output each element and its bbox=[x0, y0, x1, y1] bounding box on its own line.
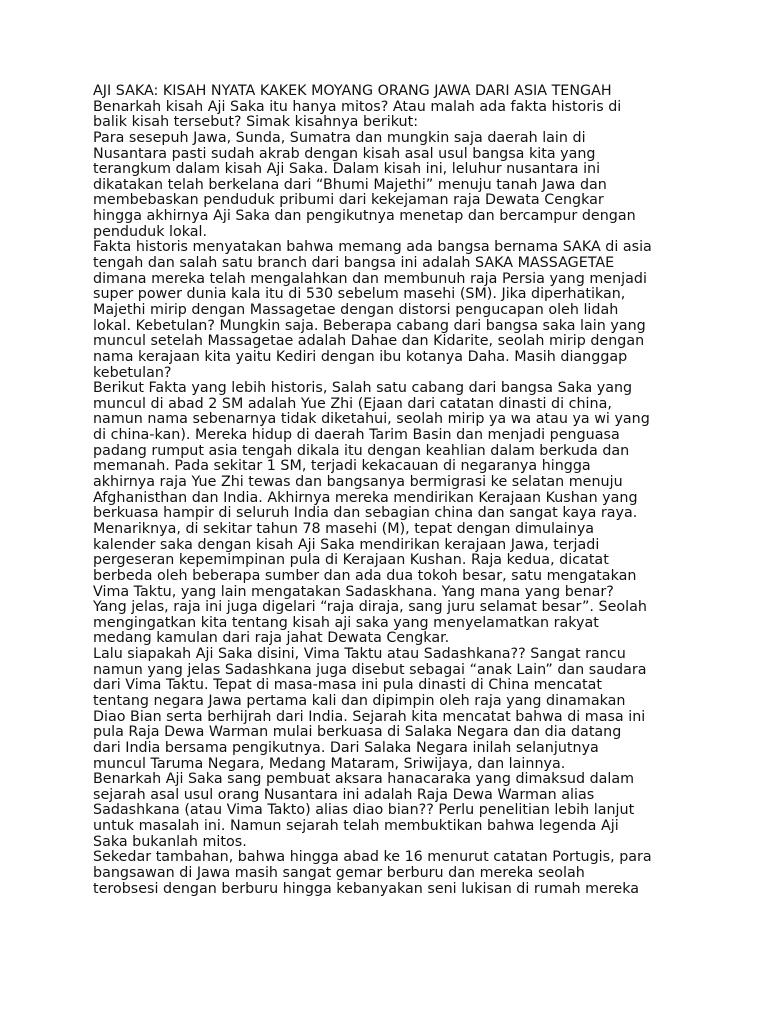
text-line: memanah. Pada sekitar 1 SM, terjadi kekacauan di negaranya hingga bbox=[93, 458, 591, 475]
text-line: dikatakan telah berkelana dari “Bhumi Majethi” menuju tanah Jawa dan bbox=[93, 176, 607, 193]
text-line: namun nama sebenarnya tidak diketahui, seolah mirip ya wa atau ya wi yang bbox=[93, 411, 650, 428]
text-line: akhirnya raja Yue Zhi tewas dan bangsanya bermigrasi ke selatan menuju bbox=[93, 474, 623, 491]
text-line: Sekedar tambahan, bahwa hingga abad ke 16 menurut catatan Portugis, para bbox=[93, 849, 652, 866]
text-line: lokal. Kebetulan? Mungkin saja. Beberapa cabang dari bangsa saka lain yang bbox=[93, 317, 646, 334]
text-line: Majethi mirip dengan Massagetae dengan distorsi pengucapan oleh lidah bbox=[93, 301, 619, 318]
text-line: Berikut Fakta yang lebih historis, Salah satu cabang dari bangsa Saka yang bbox=[93, 380, 633, 397]
text-line: penduduk lokal. bbox=[93, 223, 208, 240]
text-line: dari India bersama pengikutnya. Dari Salaka Negara inilah selanjutnya bbox=[93, 739, 599, 756]
text-line: Fakta historis menyatakan bahwa memang ada bangsa bernama SAKA di asia bbox=[93, 239, 652, 256]
text-line: Benarkah kisah Aji Saka itu hanya mitos? Atau malah ada fakta historis di bbox=[93, 98, 622, 115]
text-line: tengah dan salah satu branch dari bangsa ini adalah SAKA MASSAGETAE bbox=[93, 255, 615, 272]
text-line: berkuasa hampir di seluruh India dan sebagian china dan sangat kaya raya. bbox=[93, 505, 638, 522]
text-line: terobsesi dengan berburu hingga kebanyakan seni lukisan di rumah mereka bbox=[93, 880, 639, 897]
text-line: muncul di abad 2 SM adalah Yue Zhi (Ejaan dari catatan dinasti di china, bbox=[93, 395, 612, 412]
text-line: Yang jelas, raja ini juga digelari “raja diraja, sang juru selamat besar”. Seolah bbox=[93, 599, 647, 616]
text-line: pergeseran kepemimpinan pula di Kerajaan Kushan. Raja kedua, dicatat bbox=[93, 552, 609, 569]
text-line: muncul Taruma Negara, Medang Mataram, Sriwijaya, dan lainnya. bbox=[93, 755, 566, 772]
text-line: untuk masalah ini. Namun sejarah telah membuktikan bahwa legenda Aji bbox=[93, 818, 619, 835]
text-line: sejarah asal usul orang Nusantara ini adalah Raja Dewa Warman alias bbox=[93, 786, 595, 803]
text-line: di china-kan). Mereka hidup di daerah Tarim Basin dan menjadi penguasa bbox=[93, 427, 620, 444]
text-line: Afghanisthan dan India. Akhirnya mereka mendirikan Kerajaan Kushan yang bbox=[93, 489, 638, 506]
text-line: dari Vima Taktu. Tepat di masa-masa ini pula dinasti di China mencatat bbox=[93, 677, 602, 694]
text-line: terangkum dalam kisah Aji Saka. Dalam kisah ini, leluhur nusantara ini bbox=[93, 161, 601, 178]
text-line: Nusantara pasti sudah akrab dengan kisah asal usul bangsa kita yang bbox=[93, 145, 596, 162]
text-line: Saka bukanlah mitos. bbox=[93, 833, 247, 850]
text-line: balik kisah tersebut? Simak kisahnya berikut: bbox=[93, 114, 419, 131]
text-line: bangsawan di Jawa masih sangat gemar berburu dan mereka seolah bbox=[93, 865, 585, 882]
text-line: pula Raja Dewa Warman mulai berkuasa di Salaka Negara dan dia datang bbox=[93, 724, 622, 741]
text-line: Diao Bian serta berhijrah dari India. Sejarah kita mencatat bahwa di masa ini bbox=[93, 708, 646, 725]
text-line: padang rumput asia tengah dikala itu dengan keahlian dalam berkuda dan bbox=[93, 442, 630, 459]
text-line: hingga akhirnya Aji Saka dan pengikutnya menetap dan bercampur dengan bbox=[93, 208, 636, 225]
text-line: super power dunia kala itu di 530 sebelum masehi (SM). Jika diperhatikan, bbox=[93, 286, 626, 303]
text-line: tentang negara Jawa pertama kali dan dipimpin oleh raja yang dinamakan bbox=[93, 692, 626, 709]
text-line: nama kerajaan kita yaitu Kediri dengan ibu kotanya Daha. Masih dianggap bbox=[93, 348, 628, 365]
text-line: kalender saka dengan kisah Aji Saka mendirikan kerajaan Jawa, terjadi bbox=[93, 536, 600, 553]
text-line: Lalu siapakah Aji Saka disini, Vima Taktu atau Sadashkana?? Sangat rancu bbox=[93, 646, 626, 663]
text-line: muncul setelah Massagetae adalah Dahae dan Kidarite, seolah mirip dengan bbox=[93, 333, 645, 350]
text-line: membebaskan penduduk pribumi dari kekejaman raja Dewata Cengkar bbox=[93, 192, 604, 209]
text-line: berbeda oleh beberapa sumber dan ada dua tokoh besar, satu mengatakan bbox=[93, 567, 637, 584]
text-line: mengingatkan kita tentang kisah aji saka yang menyelamatkan rakyat bbox=[93, 614, 599, 631]
text-line: Para sesepuh Jawa, Sunda, Sumatra dan mungkin saja daerah lain di bbox=[93, 129, 586, 146]
text-line: namun yang jelas Sadashkana juga disebut sebagai “anak Lain” dan saudara bbox=[93, 661, 647, 678]
document-title: AJI SAKA: KISAH NYATA KAKEK MOYANG ORANG JAWA DARI ASIA TENGAH bbox=[93, 83, 612, 99]
text-line: Sadashkana (atau Vima Takto) alias diao bian?? Perlu penelitian lebih lanjut bbox=[93, 802, 635, 819]
document-body bbox=[93, 84, 693, 897]
text-line: Benarkah Aji Saka sang pembuat aksara hanacaraka yang dimaksud dalam bbox=[93, 771, 635, 788]
text-line: Menariknya, di sekitar tahun 78 masehi (M), tepat dengan dimulainya bbox=[93, 520, 595, 537]
text-line: dimana mereka telah mengalahkan dan membunuh raja Persia yang menjadi bbox=[93, 270, 647, 287]
text-line: kebetulan? bbox=[93, 364, 172, 381]
text-line: Vima Taktu, yang lain mengatakan Sadaskhana. Yang mana yang benar? bbox=[93, 583, 614, 600]
text-line: medang kamulan dari raja jahat Dewata Cengkar. bbox=[93, 630, 450, 647]
